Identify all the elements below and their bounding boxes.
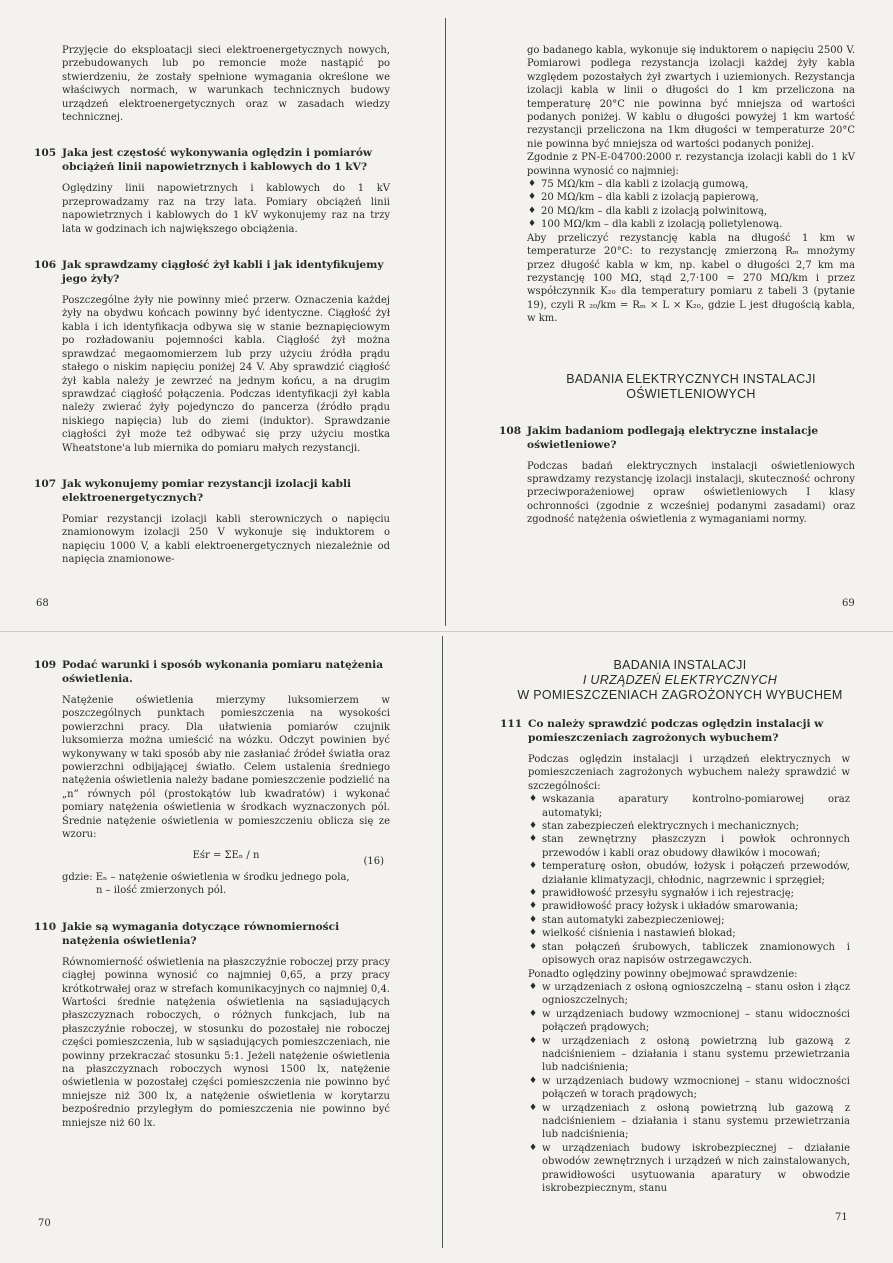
- answer-108: Podczas badań elektrycznych instalacji oświetleniowych sprawdzamy rezystancję izolacji instalacji, skuteczność ochrony przeciwporażeniowej opraw oświetleniowych I klasy ochronności (zgodnie z wcześniej podanymi zasadami) oraz zgodność natężenia oświetlenia z wymaganiami normy.: [527, 460, 855, 526]
- section-heading-line-3: W POMIESZCZENIACH ZAGROŻONYCH WYBUCHEM: [517, 688, 843, 702]
- answer-110: Równomierność oświetlenia na płaszczyźnie roboczej przy pracy ciągłej powinna wynosić co najmniej 0,65, a przy pracy krótkotrwałej oraz w strefach komunikacyjnych co najmniej 0,4. Wartości średnie natężenia oświetlenia na sąsiadujących płaszczyznach roboczych, o różnych funkcjach, lub na płaszczyźnie roboczej, w stosunku do pozostałej nie roboczej części pomieszczenia, lub w sąsiadujących pomieszczeniach, nie powinny przekraczać stosunku 5:1. Jeżeli natężenie oświetlenia na płaszczyznach roboczych wynosi 1500 lx, natężenie oświetlenia w pozostałej części pomieszczenia nie powinno być mniejsze niż 300 lx, a natężenie oświetlenia w korytarzu bezpośrednio przyległym do pomieszczenia nie powinno być mniejsze niż 60 lx.: [62, 956, 390, 1129]
- list-item: ♦ stan automatyki zabezpieczeniowej;: [528, 914, 850, 927]
- question-text: Jaka jest częstość wykonywania oględzin i pomiarów obciążeń linii napowietrznych i kablowych do 1 kV?: [62, 147, 373, 174]
- list-item: ♦ temperaturę osłon, obudów, łożysk i połączeń przewodów, działanie klimatyzacji, chłodnic, nagrzewnic i sprzęgieł;: [528, 860, 850, 887]
- formula-expression: Eśr = ΣEₙ / n: [192, 850, 260, 862]
- question-number: 107: [34, 477, 57, 490]
- question-number: 106: [34, 259, 57, 272]
- list-item: ♦ w urządzeniach budowy iskrobezpiecznej – działanie obwodów zewnętrznych i urządzeń w nich zainstalowanych, prawidłowości usytuowania aparatury w obwodzie iskrobezpiecznym, stanu: [528, 1142, 850, 1196]
- answer-111: [510, 753, 850, 1195]
- question-text: Jak wykonujemy pomiar rezystancji izolacji kabli elektroenergetycznych?: [62, 477, 352, 504]
- list-item: ♦ w urządzeniach budowy wzmocnionej – stanu widoczności połączeń w torach prądowych;: [528, 1075, 850, 1102]
- page-70: [34, 658, 390, 1130]
- intro-paragraph: Przyjęcie do eksploatacji sieci elektroenergetycznych nowych, przebudowanych lub po remoncie może nastąpić po stwierdzeniu, że zostały spełnione wymagania określone we właściwych normach, w warunkach technicznych budowy urządzeń elektroenergetycznych oraz w zasadach wiedzy technicznej.: [62, 45, 390, 124]
- spine-line-bottom: [442, 636, 443, 1248]
- question-111: [500, 717, 850, 745]
- page-number-71: 71: [835, 1212, 848, 1223]
- continuation-paragraph: go badanego kabla, wykonuje się induktorem o napięciu 2500 V. Pomiarowi podlega rezystancja izolacji każdej żyły kabla względem pozostałych żył zwartych i uziemionych. Rezystancja izolacji kabla w linii o długości do 1 km przeliczona na temperaturę 20°C nie powinna być mniejsza od wartości podanych poniżej. W kablu o długości powyżej 1 km wartość rezystancji przeliczona na 1km długości w temperaturze 20°C nie powinna być mniejsza od wartości podanych poniżej.: [527, 45, 855, 150]
- page-number-68: 68: [36, 598, 49, 609]
- section-heading-line-1: BADANIA INSTALACJI: [613, 658, 747, 672]
- list-item: ♦ w urządzeniach budowy wzmocnionej – stanu widoczności połączeń prądowych;: [528, 1008, 850, 1035]
- additional-list: [528, 981, 850, 1196]
- answer-109: Natężenie oświetlenia mierzymy luksomierzem w poszczególnych punktach pomieszczenia na wysokości powierzchni pracy. Dla ułatwienia pomiarów czujnik luksomierza można umieścić na wózku. Odczyt powinien być wykonywany w taki sposób aby nie zasłaniać źródeł światła oraz powierzchni odbijającej światło. Celem ustalenia średniego natężenia oświetlenia należy badane pomieszczenie podzielić na „n” równych pól (prostokątów lub kwadratów) i wykonać pomiary natężenia oświetlenia w środkach wyznaczonych pól. Średnie natężenie oświetlenia w pomieszczeniu oblicza się ze wzoru:: [62, 695, 390, 841]
- list-item: ♦ 75 MΩ/km – dla kabli z izolacją gumową,: [527, 178, 855, 191]
- answer-intro: Podczas oględzin instalacji i urządzeń elektrycznych w pomieszczeniach zagrożonych wybuchem należy sprawdzić w szczególności:: [528, 754, 850, 792]
- page-number-70: 70: [38, 1218, 51, 1229]
- question-text: Jak sprawdzamy ciągłość żył kabli i jak identyfikujemy jego żyły?: [62, 259, 384, 286]
- answer-106: Poszczególne żyły nie powinny mieć przerw. Oznaczenia każdej żyły na obydwu końcach powinny być identyczne. Ciągłość żył kabla i ich identyfikacja odbywa się w stanie beznapięciowym po rozładowaniu pojemności kabla. Ciągłość żył można sprawdzać megaomomierzem lub przy użyciu źródła prądu stałego o niskim napięciu poniżej 24 V. Aby sprawdzić ciągłość żył kabla należy je zewrzeć na jednym końcu, a na drugim sprawdzać ciągłość połączenia. Podczas identyfikacji żył kabla należy zwierać żyły pojedynczo do pancerza (źródło prądu niskiego napięcia) lub do ziemi (induktor). Sprawdzanie ciągłości żył może też odbywać się przy użyciu mostka Wheatstone'a lub miernika do pomiaru małych rezystancji.: [62, 295, 390, 454]
- conversion-paragraph: Aby przeliczyć rezystancję kabla na długość 1 km w temperaturze 20°C: to rezystancję zmierzoną Rₘ mnożymy przez długość kabla w km, np. kabel o długości 2,7 km ma rezystancję 100 MΩ, stąd 2,7·100 = 270 MΩ/km i przez współczynnik K₂₀ dla temperatury pomiaru z tabeli 3 (pytanie 19), czyli R ₂₀/km = Rₘ × L × K₂₀, gdzie L jest długością kabla, w km.: [527, 232, 855, 325]
- answer-107: Pomiar rezystancji izolacji kabli sterowniczych o napięciu znamionowym izolacji 250 V wykonuje się induktorem o napięciu 1000 V, a kabli elektroenergetycznych niezależnie od napięcia znamionowe-: [62, 513, 390, 566]
- page-69: [499, 44, 855, 527]
- question-110: [34, 920, 390, 948]
- page-71: [500, 658, 850, 1195]
- question-text: Jakie są wymagania dotyczące równomierności natężenia oświetlenia?: [62, 920, 340, 947]
- list-item: ♦ stan zewnętrzny płaszczyzn i powłok ochronnych przewodów i kabli oraz obudowy dławików i mocowań;: [528, 833, 850, 860]
- section-heading-line-2: I URZĄDZEŃ ELEKTRYCZNYCH: [582, 673, 778, 687]
- list-item: ♦ wielkość ciśnienia i nastawień blokad;: [528, 927, 850, 940]
- answer-105: Oględziny linii napowietrznych i kablowych do 1 kV przeprowadzamy raz na trzy lata. Pomiary obciążeń linii napowietrznych i kablowych do 1 kV wykonujemy raz na trzy lata w godzinach ich największego obciążenia.: [62, 183, 390, 235]
- question-number: 108: [499, 424, 522, 437]
- spine-line-top: [445, 18, 446, 626]
- question-text: Podać warunki i sposób wykonania pomiaru natężenia oświetlenia.: [62, 659, 384, 685]
- question-105: [34, 146, 390, 174]
- question-107: [34, 477, 390, 505]
- question-108: [499, 424, 855, 452]
- additional-paragraph: Ponadto oględziny powinny obejmować sprawdzenie:: [528, 968, 798, 980]
- section-heading-line-2: OŚWIETLENIOWYCH: [626, 386, 756, 401]
- question-text: Co należy sprawdzić podczas oględzin instalacji w pomieszczeniach zagrożonych wybuchem?: [528, 718, 824, 744]
- question-number: 111: [500, 718, 523, 730]
- list-item: ♦ w urządzeniach z osłoną powietrzną lub gazową z nadciśnieniem – działania i stanu systemu przewietrzania lub nadciśnienia;: [528, 1102, 850, 1142]
- list-item: ♦ prawidłowość pracy łożysk i układów smarowania;: [528, 900, 850, 913]
- page-68: [34, 44, 390, 567]
- question-number: 105: [34, 147, 57, 160]
- question-number: 110: [34, 920, 57, 933]
- section-heading-line-1: BADANIA ELEKTRYCZNYCH INSTALACJI: [566, 371, 816, 386]
- question-number: 109: [34, 659, 57, 671]
- formula-16: [62, 849, 390, 868]
- list-item: ♦ 100 MΩ/km – dla kabli z izolacją polietylenową.: [527, 218, 855, 231]
- list-item: ♦ 20 MΩ/km – dla kabli z izolacją papierową,: [527, 191, 855, 204]
- page-number-69: 69: [842, 598, 855, 609]
- formula-legend-2: n – ilość zmierzonych pól.: [96, 885, 227, 897]
- list-item: ♦ w urządzeniach z osłoną ognioszczelną – stanu osłon i złącz ognioszczelnych;: [528, 981, 850, 1008]
- list-item: ♦ w urządzeniach z osłoną powietrzną lub gazową z nadciśnieniem – działania i stanu systemu przewietrzania lub nadciśnienia;: [528, 1035, 850, 1075]
- inspection-list: [528, 793, 850, 967]
- question-106: [34, 258, 390, 286]
- insulation-list: [527, 178, 855, 232]
- list-item: ♦ wskazania aparatury kontrolno-pomiarowej oraz automatyki;: [528, 793, 850, 820]
- list-item: ♦ stan zabezpieczeń elektrycznych i mechanicznych;: [528, 820, 850, 833]
- question-text: Jakim badaniom podlegają elektryczne instalacje oświetleniowe?: [527, 424, 819, 451]
- question-109: [34, 658, 390, 686]
- formula-number: (16): [363, 856, 384, 868]
- list-item: ♦ 20 MΩ/km – dla kabli z izolacją polwinitową,: [527, 205, 855, 218]
- list-item: ♦ prawidłowość przesyłu sygnałów i ich rejestrację;: [528, 887, 850, 900]
- list-item: ♦ stan połączeń śrubowych, tabliczek znamionowych i opisowych oraz napisów ostrzegawczych.: [528, 941, 850, 968]
- formula-legend-1: gdzie: Eₙ – natężenie oświetlenia w środku jednego pola,: [62, 871, 350, 883]
- page-separator: [0, 631, 893, 632]
- norm-paragraph: Zgodnie z PN-E-04700:2000 r. rezystancja izolacji kabli do 1 kV powinna wynosić co najmniej:: [527, 152, 855, 177]
